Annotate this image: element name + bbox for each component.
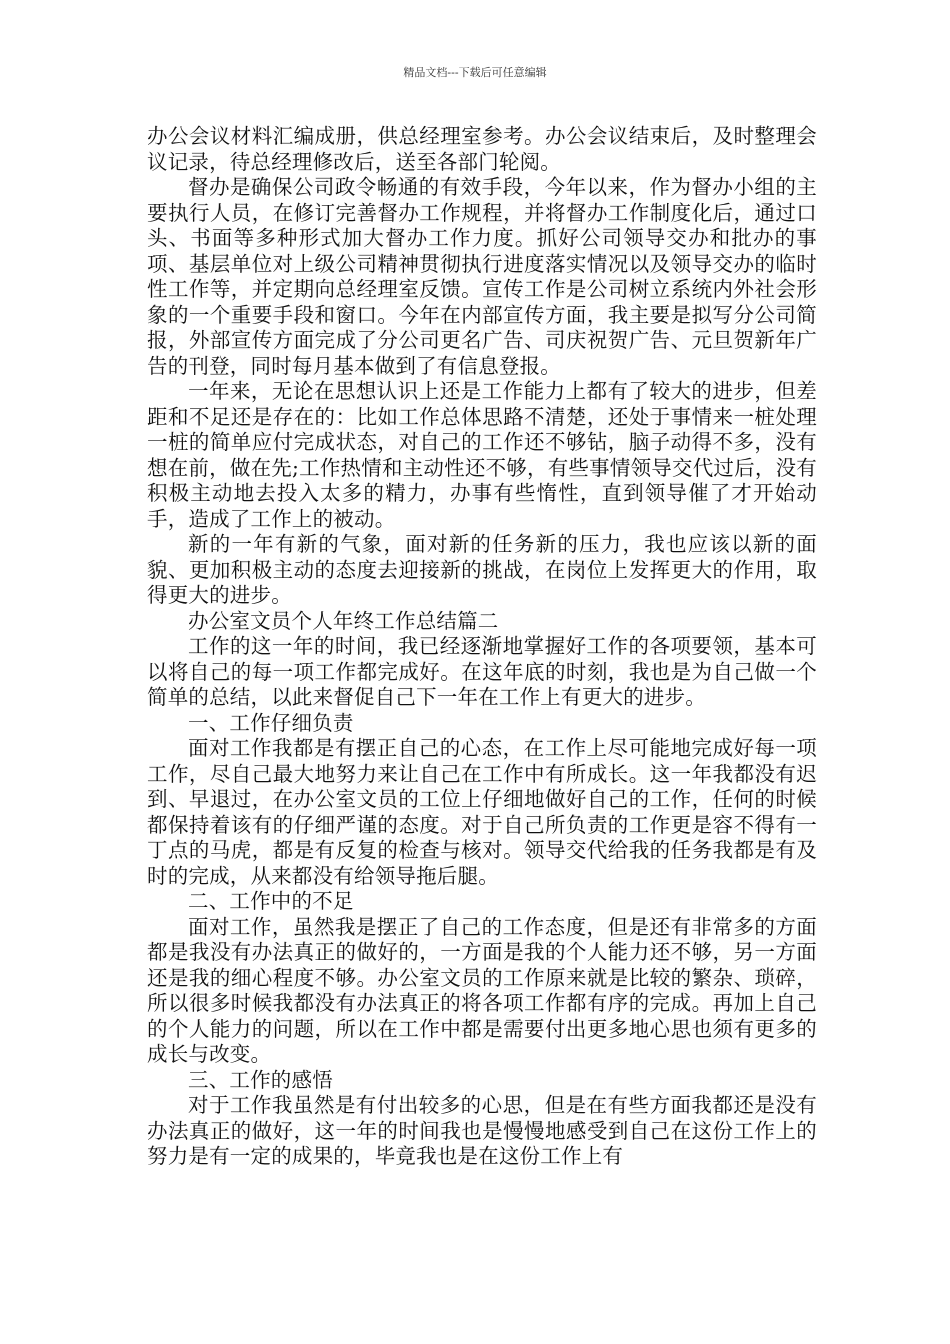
paragraph: 一年来，无论在思想认识上还是工作能力上都有了较大的进步，但差距和不足还是存在的：比如工作总体思路不清楚，还处于事情来一桩处理一桩的简单应付完成状态，对自己的工作还不够钻，脑子动得不多，没有想在前，做在先;工作热情和主动性还不够，有些事情领导交代过后，没有积极主动地去投入太多的精力，办事有些惰性，直到领导催了才开始动手，造成了工作上的被动。 [147, 379, 817, 531]
section-heading: 三、工作的感悟 [188, 1067, 333, 1092]
paragraph: 对于工作我虽然是有付出较多的心思，但是在有些方面我都还是没有办法真正的做好，这一年的时间我也是慢慢地感受到自己在这份工作上的努力是有一定的成果的，毕竟我也是在这份工作上有 [147, 1093, 817, 1168]
document-body [147, 124, 817, 1170]
section-heading: 一、工作仔细负责 [188, 710, 354, 735]
paragraph: 督办是确保公司政令畅通的有效手段，今年以来，作为督办小组的主要执行人员，在修订完善督办工作规程，并将督办工作制度化后，通过口头、书面等多种形式加大督办工作力度。抓好公司领导交办和批办的事项、基层单位对上级公司精神贯彻执行进度落实情况以及领导交办的临时性工作等，并定期向总经理室反馈。宣传工作是公司树立系统内外社会形象的一个重要手段和窗口。今年在内部宣传方面，我主要是拟写分公司简报，外部宣传方面完成了分公司更名广告、司庆祝贺广告、元旦贺新年广告的刊登，同时每月基本做到了有信息登报。 [147, 175, 817, 378]
section-title: 办公室文员个人年终工作总结篇二 [188, 608, 499, 633]
paragraph: 工作的这一年的时间，我已经逐渐地掌握好工作的各项要领，基本可以将自己的每一项工作都完成好。在这年底的时刻，我也是为自己做一个简单的总结，以此来督促自己下一年在工作上有更大的进步。 [147, 634, 817, 709]
paragraph: 面对工作，虽然我是摆正了自己的工作态度，但是还有非常多的方面都是我没有办法真正的做好的，一方面是我的个人能力还不够，另一方面还是我的细心程度不够。办公室文员的工作原来就是比较的繁杂、琐碎，所以很多时候我都没有办法真正的将各项工作都有序的完成。再加上自己的个人能力的问题，所以在工作中都是需要付出更多地心思也须有更多的成长与改变。 [147, 914, 817, 1066]
paragraph: 面对工作我都是有摆正自己的心态，在工作上尽可能地完成好每一项工作，尽自己最大地努力来让自己在工作中有所成长。这一年我都没有迟到、早退过，在办公室文员的工位上仔细地做好自己的工作，任何的时候都保持着该有的仔细严谨的态度。对于自己所负责的工作更是容不得有一丁点的马虎，都是有反复的检查与核对。领导交代给我的任务我都是有及时的完成，从来都没有给领导拖后腿。 [147, 736, 817, 888]
section-heading: 二、工作中的不足 [188, 889, 354, 913]
paragraph: 新的一年有新的气象，面对新的任务新的压力，我也应该以新的面貌、更加积极主动的态度去迎接新的挑战，在岗位上发挥更大的作用，取得更大的进步。 [147, 532, 817, 607]
paragraph: 办公会议材料汇编成册，供总经理室参考。办公会议结束后，及时整理会议记录，待总经理修改后，送至各部门轮阅。 [147, 124, 817, 174]
page-header: 精品文档---下载后可任意编辑 [403, 66, 547, 79]
